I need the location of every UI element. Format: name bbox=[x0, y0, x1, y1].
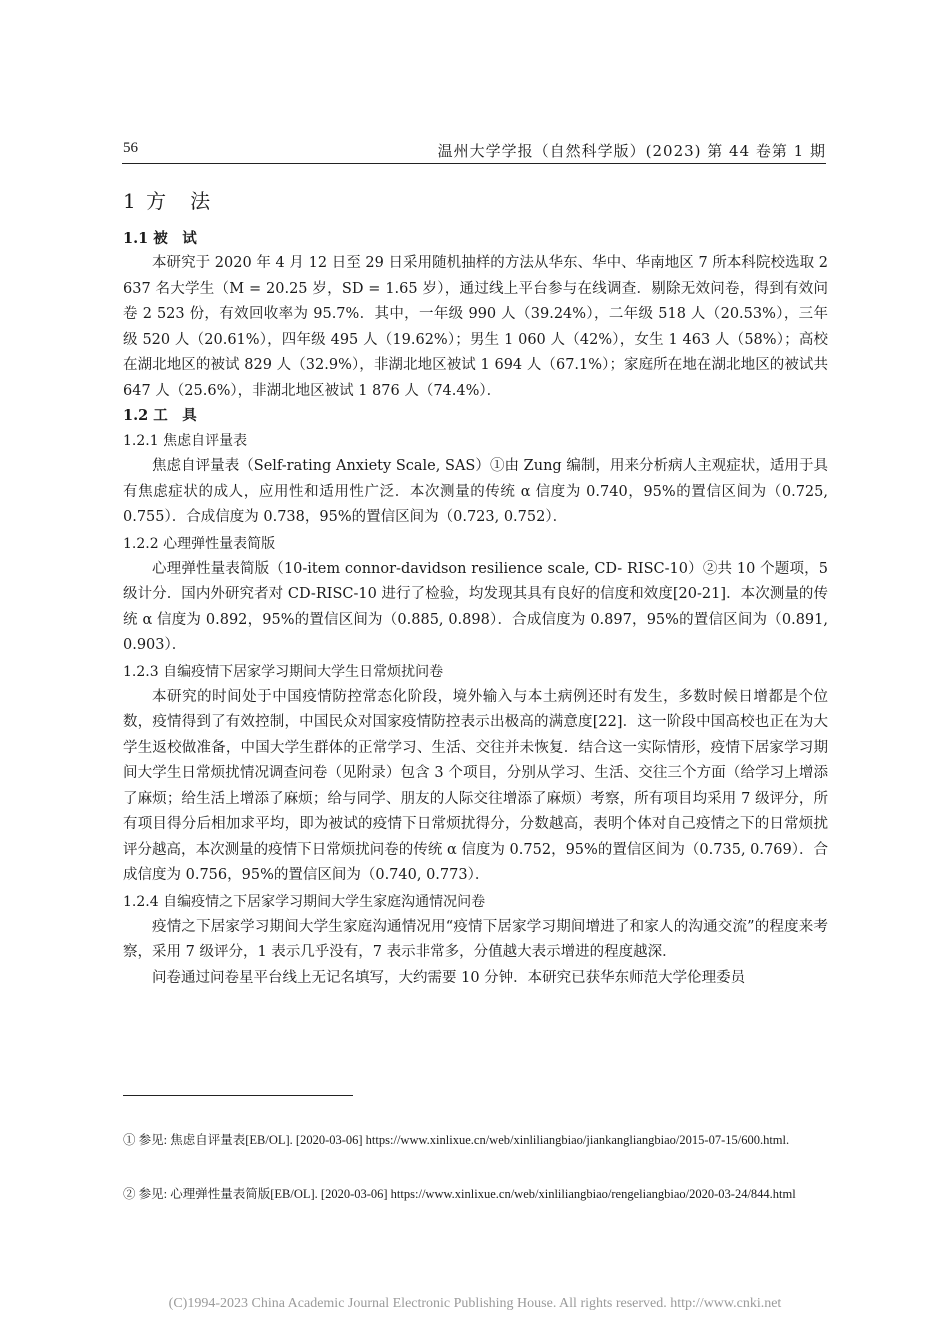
sas-paragraph: 焦虑自评量表（Self-rating Anxiety Scale, SAS）①由 Zung 编制，用来分析病人主观症状，适用于具有焦虑症状的成人，应用性和适用性广泛．本次测量的传统 α 信度为 0.740，95%的置信区间为（0.725, 0.755）．合成信度为 0.738，95%的置信区间为（0.723, 0.752）． bbox=[123, 458, 828, 525]
section-1-1 bbox=[123, 227, 828, 991]
subsection-heading-participants: 1.1 被 试 bbox=[123, 230, 197, 247]
footnote-divider bbox=[123, 1095, 353, 1096]
subsubsection-heading-daily-hassles: 1.2.3 自编疫情下居家学习期间大学生日常烦扰问卷 bbox=[123, 663, 444, 680]
daily-hassles-paragraph: 本研究的时间处于中国疫情防控常态化阶段，境外输入与本土病例还时有发生，多数时候日增都是个位数，疫情得到了有效控制，中国民众对国家疫情防控表示出极高的满意度[22]．这一阶段中国高校也正在为大学生返校做准备，中国大学生群体的正常学习、生活、交往并未恢复．结合这一实际情形，疫情下居家学习期间大学生日常烦扰情况调查问卷（见附录）包含 3 个项目，分别从学习、生活、交往三个方面（给学习上增添了麻烦；给生活上增添了麻烦；给与同学、朋友的人际交往增添了麻烦）考察，所有项目均采用 7 级评分，所有项目得分后相加求平均，即为被试的疫情下日常烦扰得分，分数越高，表明个体对自己疫情之下的日常烦扰评分越高，本次测量的疫情下日常烦扰问卷的传统 α 信度为 0.752，95%的置信区间为（0.735, 0.769）．合成信度为 0.756，95%的置信区间为（0.740, 0.773）． bbox=[123, 688, 828, 883]
copyright-footer: (C)1994-2023 China Academic Journal Electronic Publishing House. All rights reserved. http://www.cnki.net bbox=[168, 1296, 782, 1311]
participants-paragraph: 本研究于 2020 年 4 月 12 日至 29 日采用随机抽样的方法从华东、华中、华南地区 7 所本科院校选取 2 637 名大学生（M = 20.25 岁，SD = 1.65 岁），通过线上平台参与在线调查．剔除无效问卷，得到有效问卷 2 523 份，有效回收率为 95.7%．其中，一年级 990 人（39.24%），二年级 518 人（20.53%），三年级 520 人（20.61%），四年级 495 人（19.62%）；男生 1 060 人（42%），女生 1 463 人（58%）；高校在湖北地区的被试 829 人（32.9%），非湖北地区被试 1 694 人（67.1%）；家庭所在地在湖北地区的被试共 647 人（25.6%），非湖北地区被试 1 876 人（74.4%）． bbox=[123, 255, 828, 399]
subsection-heading-instruments: 1.2 工 具 bbox=[123, 407, 197, 424]
footnote-2: ② 参见: 心理弹性量表简版[EB/OL]. [2020-03-06] https://www.xinlixue.cn/web/xinliliangbiao/rengeliangbiao/2020-03-24/844.html bbox=[123, 1187, 796, 1201]
subsubsection-heading-cd-risc: 1.2.2 心理弹性量表简版 bbox=[123, 535, 276, 552]
footnote-1: ① 参见: 焦虑自评量表[EB/OL]. [2020-03-06] https://www.xinlixue.cn/web/xinliliangbiao/jiankangliangbiao/2015-07-15/600.html. bbox=[123, 1133, 790, 1147]
header-divider bbox=[122, 163, 826, 164]
family-communication-paragraph: 疫情之下居家学习期间大学生家庭沟通情况用“疫情下居家学习期间增进了和家人的沟通交流”的程度来考察，采用 7 级评分，1 表示几乎没有，7 表示非常多，分值越大表示增进的程度越深． bbox=[123, 918, 828, 960]
cd-risc-paragraph: 心理弹性量表简版（10-item connor-davidson resilience scale, CD- RISC-10）②共 10 个题项，5 级计分．国内外研究者对 CD-RISC-10 进行了检验，均发现其具有良好的信度和效度[20-21]．本次测量的传统 α 信度为 0.892，95%的置信区间为（0.885, 0.898）．合成信度为 0.897，95%的置信区间为（0.891, 0.903）． bbox=[123, 560, 828, 653]
subsubsection-heading-family-communication: 1.2.4 自编疫情之下居家学习期间大学生家庭沟通情况问卷 bbox=[123, 893, 486, 910]
subsubsection-heading-sas: 1.2.1 焦虑自评量表 bbox=[123, 433, 248, 449]
section-heading-methods: 1 方 法 bbox=[123, 189, 213, 213]
page-number: 56 bbox=[123, 140, 138, 156]
journal-running-header: 温州大学学报（自然科学版）(2023) 第 44 卷第 1 期 bbox=[437, 142, 826, 160]
procedure-paragraph: 问卷通过问卷星平台线上无记名填写，大约需要 10 分钟．本研究已获华东师范大学伦理委员 bbox=[152, 969, 746, 986]
